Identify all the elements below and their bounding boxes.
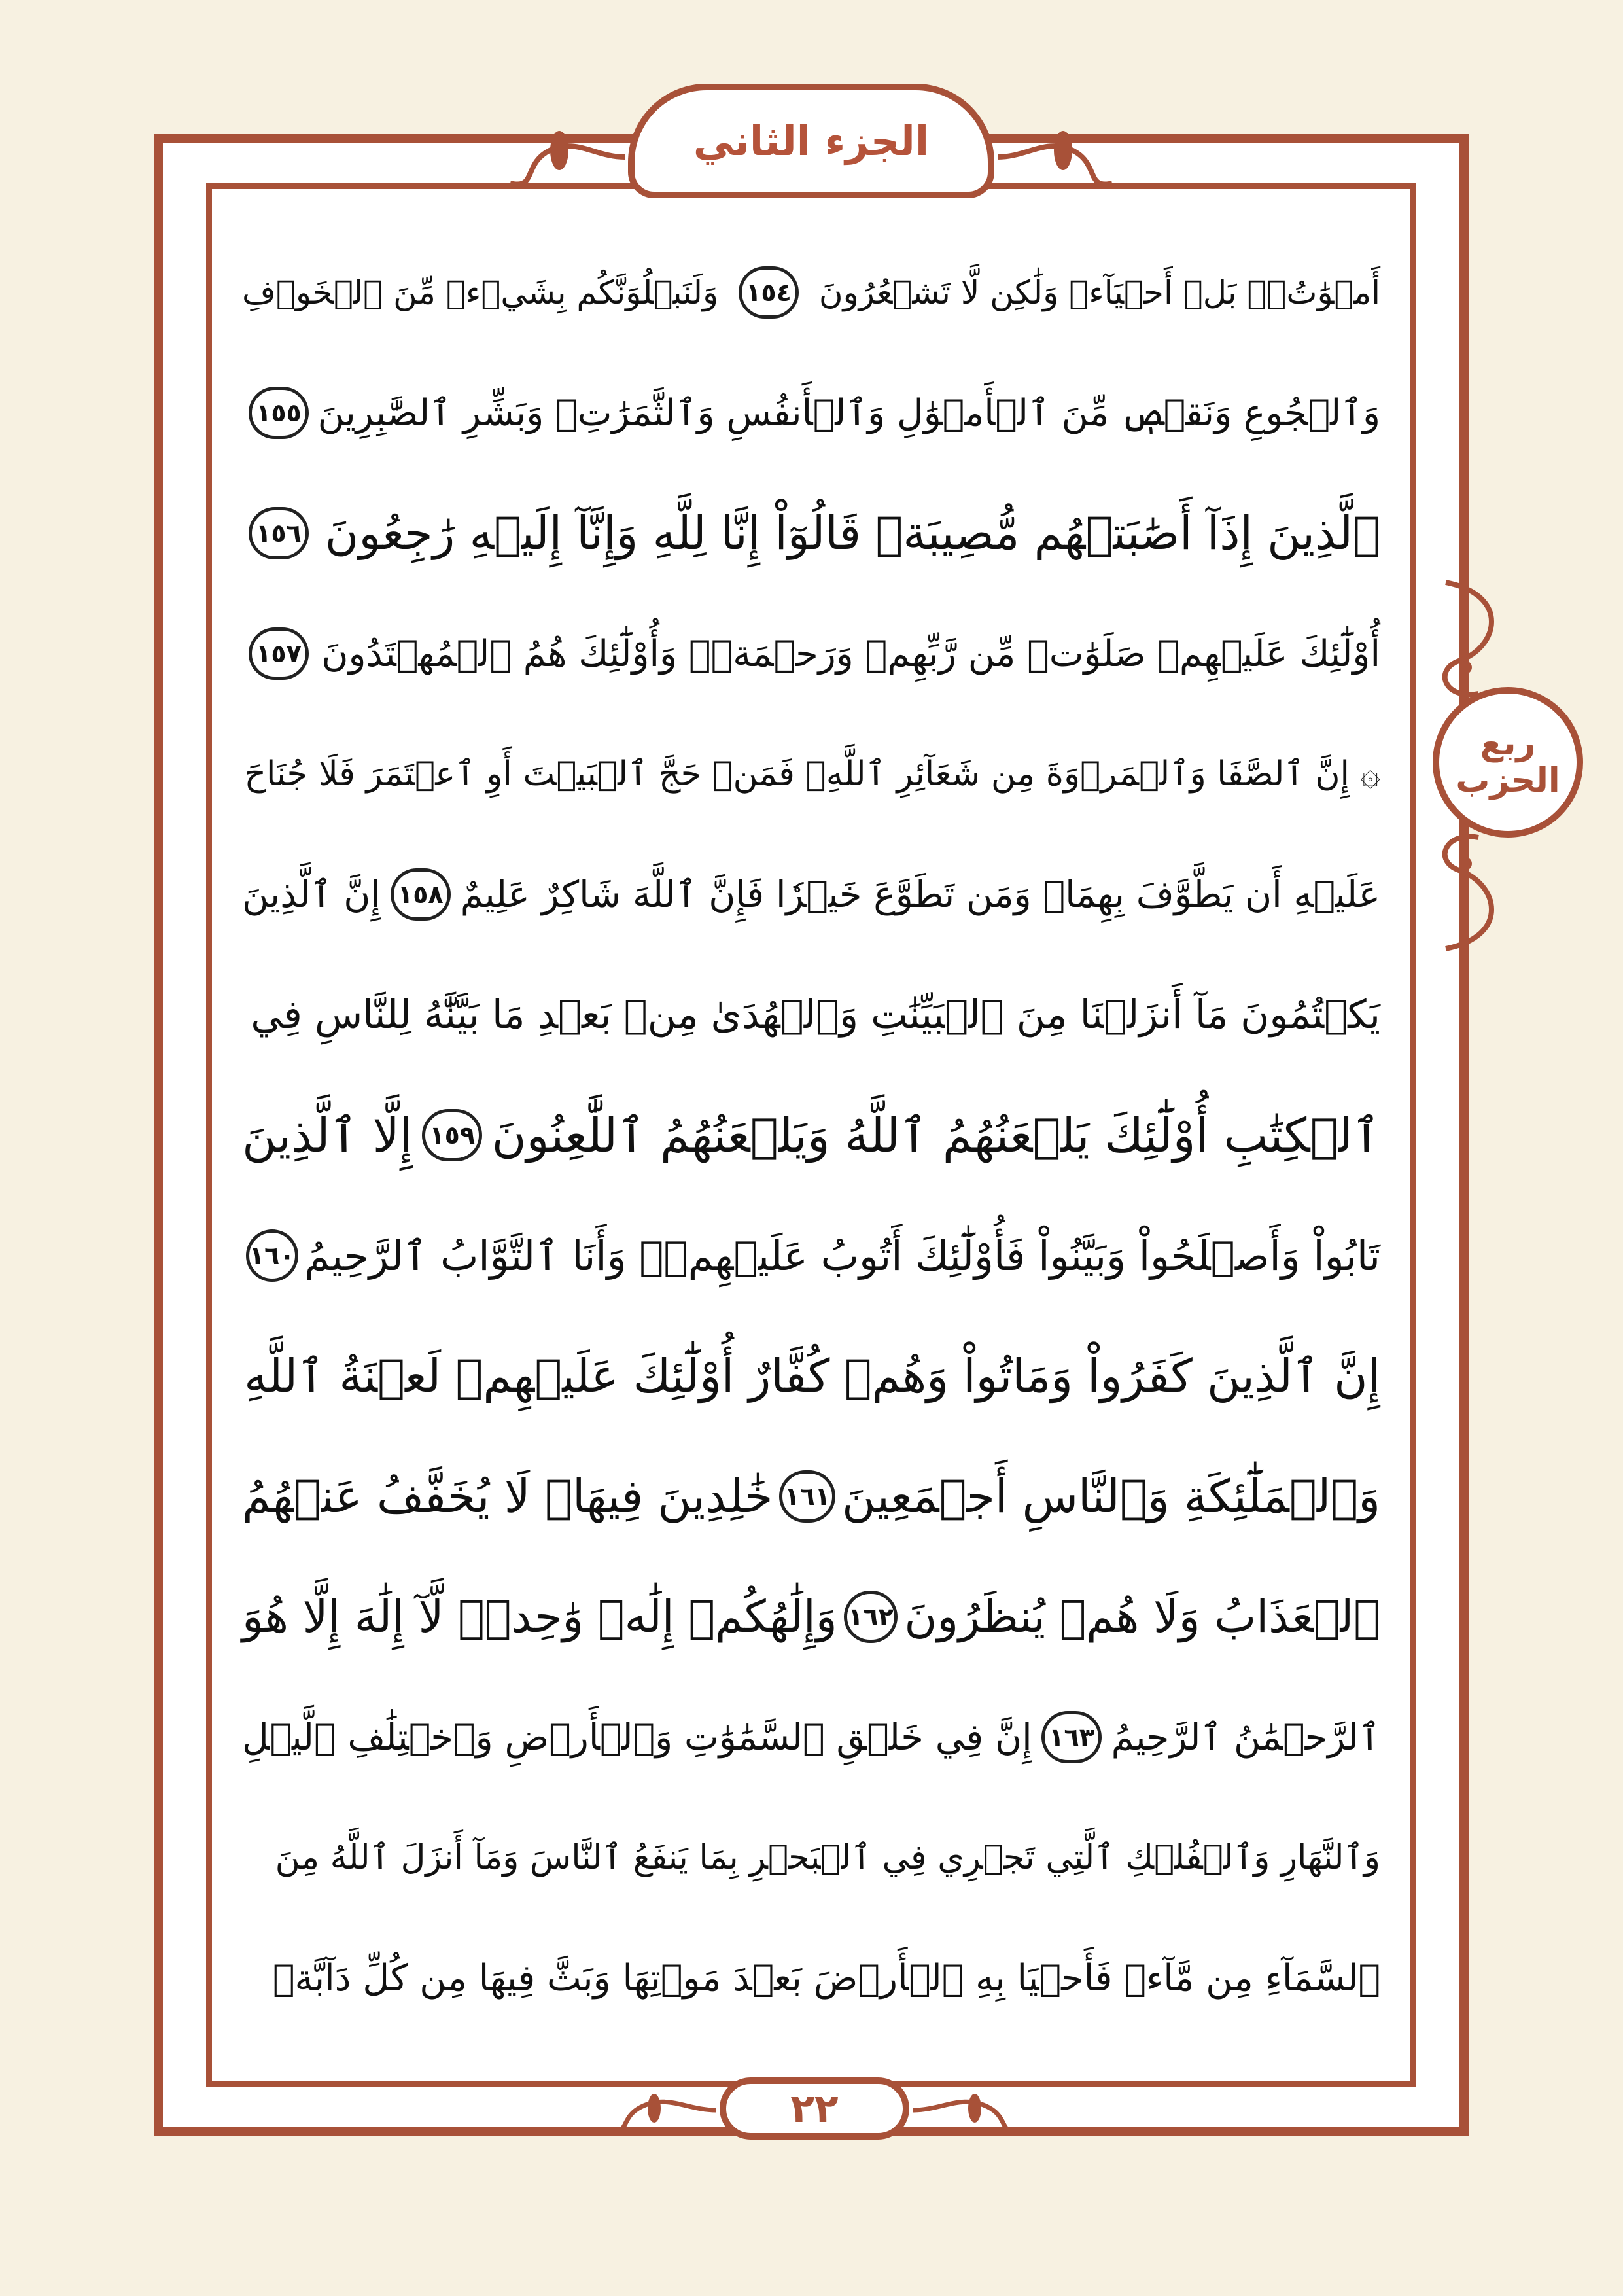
ayah-number-marker: ١٥٧ [249,627,309,680]
text-line [242,714,1380,834]
verse-text: إِنَّ ٱلَّذِينَ كَفَرُواْ وَمَاتُواْ وَهُمۡ كُفَّارٌ أُوْلَٰٓئِكَ عَلَيۡهِمۡ لَعۡنَةُ ٱللَّهِ [244,1349,1380,1403]
text-line [242,1316,1380,1436]
verse-text: ۞ إِنَّ ٱلصَّفَا وَٱلۡمَرۡوَةَ مِن شَعَآئِرِ ٱللَّهِۖ فَمَنۡ حَجَّ ٱلۡبَيۡتَ أَوِ ٱعۡتَمَرَ فَلَا جُنَاحَ [244,754,1380,794]
page-number-cartouche [720,2077,909,2140]
verse-text: وَٱلنَّهَارِ وَٱلۡفُلۡكِ ٱلَّتِي تَجۡرِي فِي ٱلۡبَحۡرِ بِمَا يَنفَعُ ٱلنَّاسَ وَمَآ أَنزَلَ ٱللَّهُ مِنَ [275,1838,1380,1877]
header-right-flourish-icon [994,111,1125,196]
text-line [242,1557,1380,1677]
hizb-quarter-medallion [1433,687,1583,838]
verse-text: ٱلَّذِينَ إِذَآ أَصَٰبَتۡهُم مُّصِيبَةٞ قَالُوٓاْ إِنَّا لِلَّهِ وَإِنَّآ إِلَيۡهِ رَٰجِعُونَ [324,506,1380,560]
ayah-number-marker: ١٥٦ [249,507,309,559]
verse-text: أُوْلَٰٓئِكَ عَلَيۡهِمۡ صَلَوَٰتٞ مِّن رَّبِّهِمۡ وَرَحۡمَةٞۖ وَأُوْلَٰٓئِكَ هُمُ ٱلۡمُهۡتَدُونَ [321,632,1380,675]
ayah-number-marker: ١٦١ [779,1470,835,1523]
text-line [242,593,1380,714]
footer-left-flourish-icon [608,2081,720,2140]
verse-text: تَابُواْ وَأَصۡلَحُواْ وَبَيَّنُواْ فَأُوْلَٰٓئِكَ أَتُوبُ عَلَيۡهِمۡۚ وَأَنَا ٱلتَّوَّابُ ٱلرَّحِيمُ [304,1231,1380,1280]
verse-text: إِنَّ فِي خَلۡقِ ٱلسَّمَٰوَٰتِ وَٱلۡأَرۡضِ وَٱخۡتِلَٰفِ ٱلَّيۡلِ [242,1716,1032,1759]
verse-text: ٱلۡعَذَابُ وَلَا هُمۡ يُنظَرُونَ [904,1591,1380,1643]
text-line [242,1075,1380,1195]
text-line [242,955,1380,1075]
ayah-number-marker: ١٥٤ [739,266,799,319]
quran-text-block [242,232,1380,2038]
ayah-number-marker: ١٦٠ [246,1229,298,1282]
hizb-marker-label: ربع الحزب [1456,723,1560,800]
verse-text: أَمۡوَٰتُۢۚ بَلۡ أَحۡيَآءٞ وَلَٰكِن لَّا تَشۡعُرُونَ [818,274,1380,311]
text-line [242,473,1380,593]
verse-text: ٱلسَّمَآءِ مِن مَّآءٖ فَأَحۡيَا بِهِ ٱلۡأَرۡضَ بَعۡدَ مَوۡتِهَا وَبَثَّ فِيهَا مِن كُلِّ دَآبَّةٖ [272,1956,1380,2000]
page-number: ٢٢ [790,2085,839,2132]
verse-text: وَإِلَٰهُكُمۡ إِلَٰهٞ وَٰحِدٞۖ لَّآ إِلَٰهَ إِلَّا هُوَ [242,1591,837,1643]
verse-text: وَلَنَبۡلُوَنَّكُم بِشَيۡءٖ مِّنَ ٱلۡخَوۡفِ [242,274,719,311]
ayah-number-marker: ١٦٢ [844,1591,898,1643]
verse-text: إِلَّا ٱلَّذِينَ [242,1108,413,1163]
verse-text: يَكۡتُمُونَ مَآ أَنزَلۡنَا مِنَ ٱلۡبَيِّنَٰتِ وَٱلۡهُدَىٰ مِنۢ بَعۡدِ مَا بَيَّنَّٰهُ لِلنَّاسِ فِي [251,992,1380,1038]
verse-text: إِنَّ ٱلَّذِينَ [242,873,381,916]
verse-text: خَٰلِدِينَ فِيهَاۖ لَا يُخَفَّفُ عَنۡهُمُ [242,1470,773,1523]
ayah-number-marker: ١٥٥ [249,387,309,439]
text-line [242,353,1380,473]
verse-text: وَٱلۡجُوعِ وَنَقۡصٖ مِّنَ ٱلۡأَمۡوَٰلِ وَٱلۡأَنفُسِ وَٱلثَّمَرَٰتِۗ وَبَشِّرِ ٱلصَّٰبِرِينَ [317,391,1380,434]
text-line [242,1677,1380,1797]
text-line [242,232,1380,353]
juz-header-cartouche [628,84,994,198]
ayah-number-marker: ١٦٣ [1041,1711,1102,1763]
ayah-number-marker: ١٥٩ [422,1109,482,1161]
text-line [242,1436,1380,1557]
header-left-flourish-icon [497,111,628,196]
text-line [242,834,1380,955]
verse-text: عَلَيۡهِ أَن يَطَّوَّفَ بِهِمَاۚ وَمَن تَطَوَّعَ خَيۡرٗا فَإِنَّ ٱللَّهَ شَاكِرٌ عَلِيمٌ [460,873,1380,916]
ayah-number-marker: ١٥٨ [391,868,451,921]
footer-right-flourish-icon [909,2081,1021,2140]
verse-text: ٱلرَّحۡمَٰنُ ٱلرَّحِيمُ [1111,1716,1380,1759]
juz-title: الجزء الثاني [693,117,930,165]
text-line [242,1918,1380,2038]
verse-text: ٱلۡكِتَٰبِ أُوْلَٰٓئِكَ يَلۡعَنُهُمُ ٱللَّهُ وَيَلۡعَنُهُمُ ٱللَّٰعِنُونَ [491,1108,1380,1163]
text-line [242,1797,1380,1918]
text-line [242,1195,1380,1316]
verse-text: وَٱلۡمَلَٰٓئِكَةِ وَٱلنَّاسِ أَجۡمَعِينَ [841,1470,1380,1523]
